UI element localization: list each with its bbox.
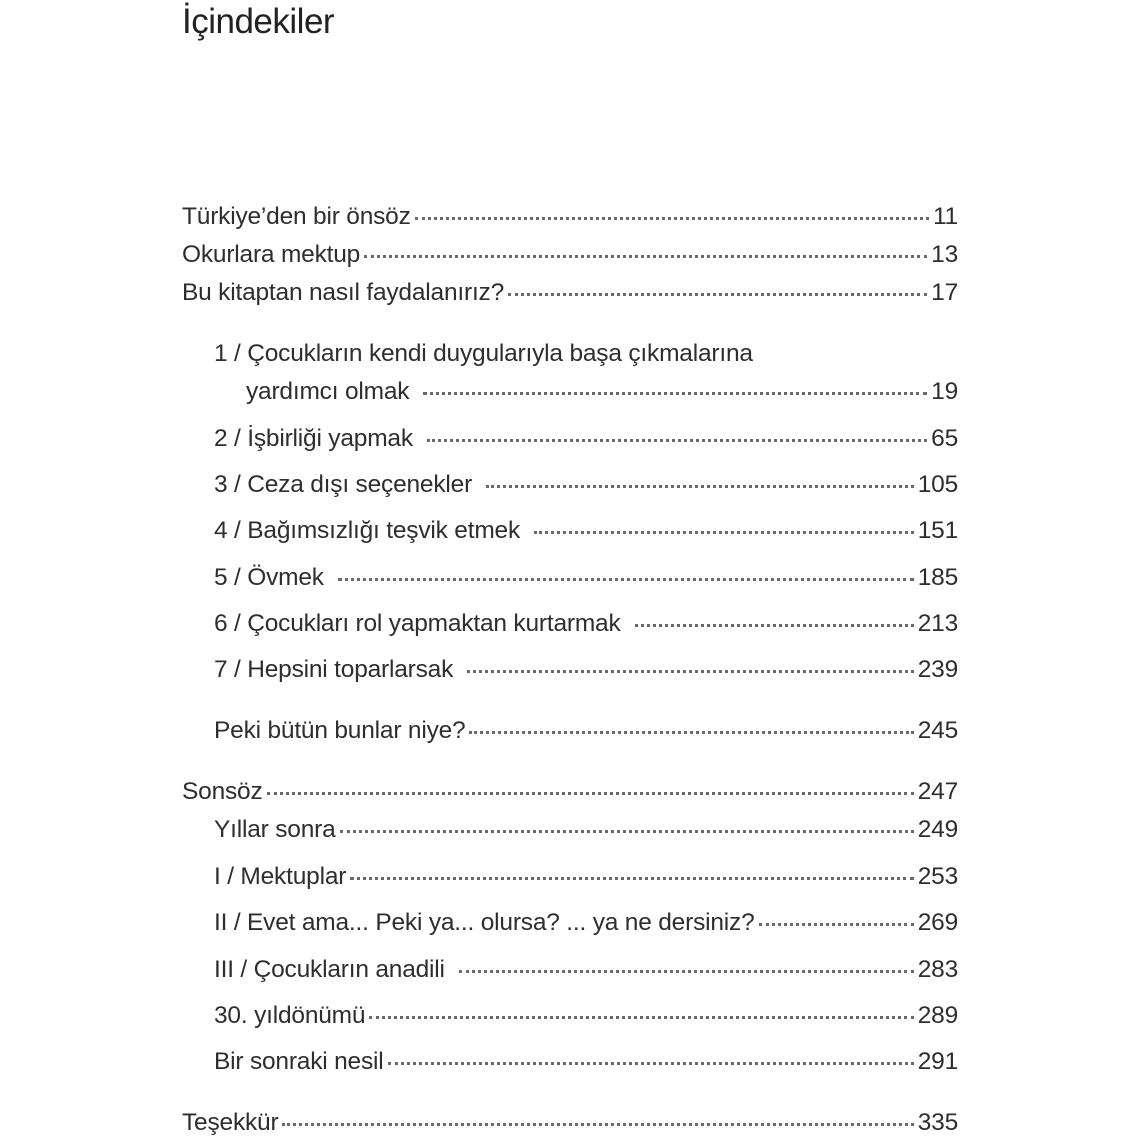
toc-entry-page: 239 [917, 656, 958, 683]
dot-leader [423, 392, 927, 395]
toc-entry-label: Türkiye’den bir önsöz [182, 203, 411, 230]
toc-entry-page: 19 [931, 378, 958, 405]
toc-entry [182, 1108, 958, 1138]
dot-leader [364, 255, 927, 258]
toc-entry-label: 30. yıldönümü [214, 1002, 366, 1029]
toc-entry-label: Sonsöz [182, 778, 263, 805]
dot-leader [267, 792, 914, 795]
toc-entry-label: Teşekkür [182, 1109, 279, 1136]
dot-leader [388, 1062, 914, 1065]
toc-entry [214, 908, 958, 938]
toc-entry-page: 245 [917, 717, 958, 744]
toc-entry-page: 17 [931, 279, 958, 306]
toc-entry [214, 716, 958, 746]
toc-entry-page: 65 [931, 425, 958, 452]
dot-leader [486, 485, 914, 488]
toc-entry-label: Peki bütün bunlar niye? [214, 717, 466, 744]
toc-entry [214, 655, 958, 685]
toc-entry-page: 269 [917, 909, 958, 936]
toc-entry-label: 7 / Hepsini toparlarsak [214, 656, 454, 683]
toc-entry-label: III / Çocukların anadili [214, 956, 445, 983]
toc-entry [182, 278, 958, 308]
toc-entry-label: yardımcı olmak [246, 378, 410, 405]
dot-leader [427, 439, 927, 442]
dot-leader [350, 877, 914, 880]
toc-entry-page: 289 [917, 1002, 958, 1029]
toc-entry-page: 335 [917, 1109, 958, 1136]
dot-leader [459, 970, 914, 973]
toc-entry-label: I / Mektuplar [214, 863, 347, 890]
toc-entry-page: 11 [932, 203, 958, 230]
toc-entry-label: Yıllar sonra [214, 816, 336, 843]
dot-leader [338, 578, 914, 581]
toc-entry [214, 563, 958, 593]
dot-leader [340, 830, 914, 833]
dot-leader [469, 731, 913, 734]
toc-entry-label: Okurlara mektup [182, 241, 361, 268]
toc-entry-page: 291 [917, 1048, 958, 1075]
toc-entry [246, 377, 958, 407]
toc-entry-label: Bir sonraki nesil [214, 1048, 384, 1075]
toc-entry [214, 609, 958, 639]
page-title: İçindekiler [182, 2, 335, 41]
dot-leader [759, 923, 914, 926]
toc-entry [214, 1047, 958, 1077]
toc-entry-page: 151 [917, 517, 958, 544]
dot-leader [467, 670, 914, 673]
toc-entry-page: 249 [917, 816, 958, 843]
toc-entry-page: 185 [917, 564, 958, 591]
toc-entry [214, 1001, 958, 1031]
toc-entry [182, 202, 958, 232]
toc-entry-label: 6 / Çocukları rol yapmaktan kurtarmak [214, 610, 621, 637]
toc-entry-page: 283 [917, 956, 958, 983]
toc-entry [214, 955, 958, 985]
toc-entry-page: 13 [931, 241, 958, 268]
toc-entry [182, 240, 958, 270]
toc-entry-page: 247 [917, 778, 958, 805]
toc-entry-label: 5 / Övmek [214, 564, 324, 591]
toc-entry-label: 3 / Ceza dışı seçenekler [214, 471, 473, 498]
toc-entry-page: 213 [917, 610, 958, 637]
toc-entry-page: 253 [917, 863, 958, 890]
toc-entry-label: II / Evet ama... Peki ya... olursa? ... ya ne dersiniz? [214, 909, 755, 936]
toc-entry [214, 470, 958, 500]
toc-entry-label: 2 / İşbirliği yapmak [214, 425, 413, 452]
toc-entry-page: 105 [917, 471, 958, 498]
toc-entry-label: 4 / Bağımsızlığı teşvik etmek [214, 517, 521, 544]
toc-entry [214, 516, 958, 546]
toc-entry-label: Bu kitaptan nasıl faydalanırız? [182, 279, 505, 306]
dot-leader [415, 217, 929, 220]
toc-entry [214, 424, 958, 454]
dot-leader [508, 293, 927, 296]
toc-entry [182, 777, 958, 807]
toc-entry [214, 862, 958, 892]
dot-leader [282, 1123, 913, 1126]
dot-leader [635, 624, 914, 627]
dot-leader [369, 1016, 913, 1019]
toc-entry [214, 815, 958, 845]
toc-entry-label-line1: 1 / Çocukların kendi duygularıyla başa çıkmalarına [214, 340, 753, 367]
dot-leader [534, 531, 914, 534]
